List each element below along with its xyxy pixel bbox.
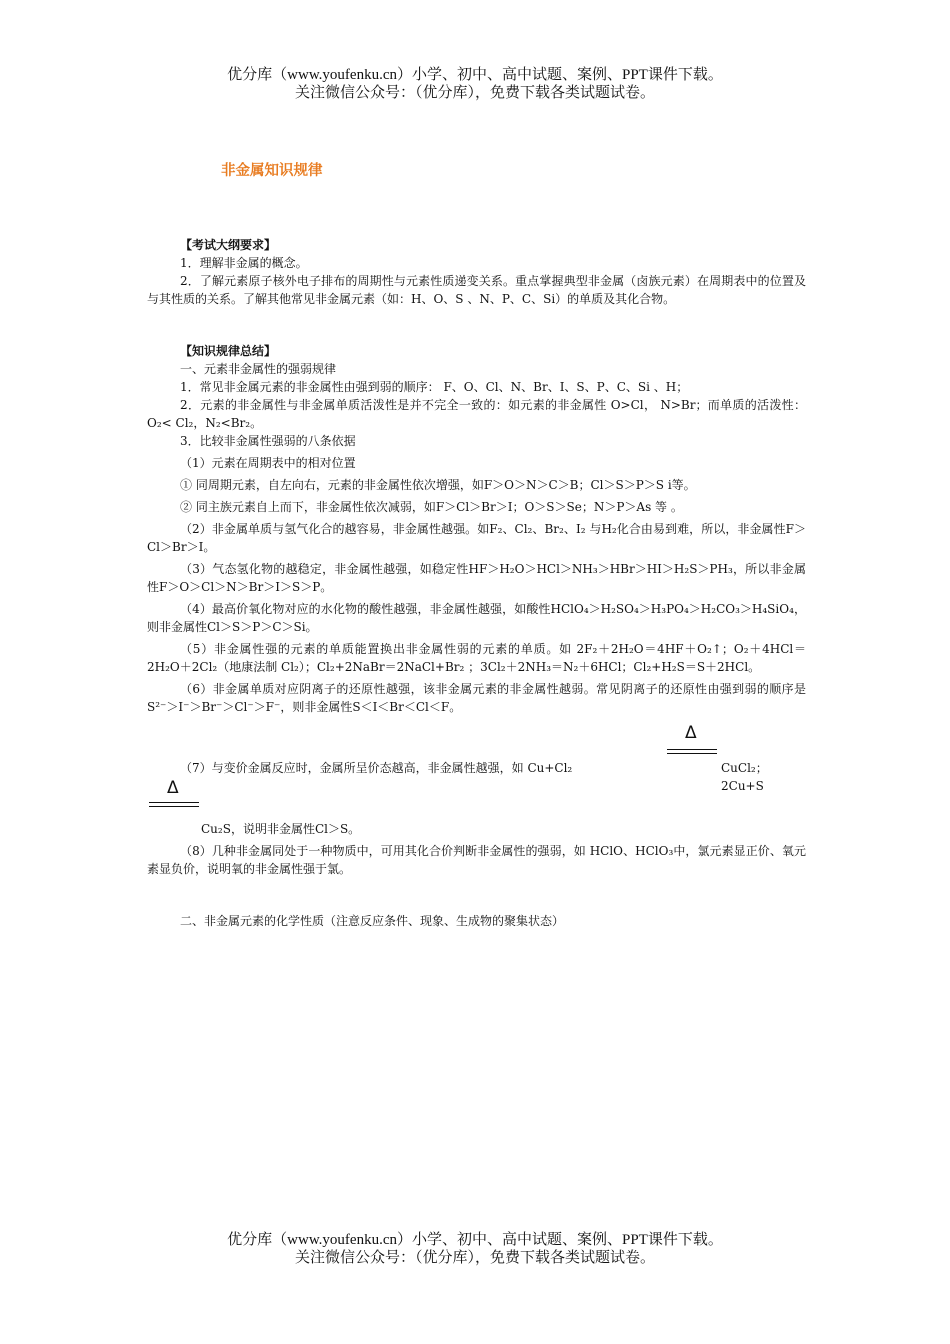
part-1-title: 一、元素非金属性的强弱规律 (180, 362, 337, 376)
criterion-8: （8）几种非金属同处于一种物质中，可用其化合价判断非金属性的强弱，如 HClO、HClO₃中，氯元素显正价、氧元素显负价，说明氧的非金属性强于氯。 (147, 844, 806, 876)
requirement-item-1: 1．理解非金属的概念。 (180, 256, 308, 270)
heat-condition-mark-2 (147, 780, 806, 814)
requirements-heading: 【考试大纲要求】 (180, 238, 277, 252)
heat-condition-mark-1 (147, 716, 806, 756)
rule-1: 1．常见非金属元素的非金属性由强到弱的顺序： F、O、Cl、N、Br、I、S、P、C、Si 、H； (180, 380, 689, 394)
summary-heading: 【知识规律总结】 (180, 344, 277, 358)
criterion-1b: ② 同主族元素自上而下，非金属性依次减弱，如F＞Cl＞Br＞I；O＞S＞Se；N＞P＞As 等 。 (180, 500, 683, 514)
criterion-6: （6）非金属单质对应阴离子的还原性越强，该非金属元素的非金属性越弱。常见阴离子的还原性由强到弱的顺序是S²⁻＞I⁻＞Br⁻＞Cl⁻＞F⁻，则非金属性S＜I＜Br＜Cl＜F。 (147, 682, 806, 714)
rule-2: 2．元素的非金属性与非金属单质活泼性是并不完全一致的：如元素的非金属性 O>Cl， N>Br；而单质的活泼性：O₂< Cl₂，N₂<Br₂。 (147, 398, 806, 430)
delta-symbol-2: Δ (167, 778, 179, 798)
equals-line-2 (149, 802, 199, 807)
criterion-7 (147, 756, 806, 793)
criterion-3: （3）气态氢化物的越稳定，非金属性越强，如稳定性HF＞H₂O＞HCl＞NH₃＞HBr＞HI＞H₂S＞PH₃，所以非金属性F＞O＞Cl＞N＞Br＞I＞S＞P。 (147, 562, 806, 594)
rule-3: 3．比较非金属性强弱的八条依据 (180, 434, 356, 448)
criterion-4: （4）最高价氧化物对应的水化物的酸性越强，非金属性越强，如酸性HClO₄＞H₂SO₄＞H₃PO₄＞H₂CO₃＞H₄SiO₄，则非金属性Cl＞S＞P＞C＞Si。 (147, 602, 806, 634)
document-body (147, 236, 806, 930)
criterion-7-right: CuCl₂；2Cu+S (721, 761, 768, 793)
footer-line-2: 关注微信公众号：（优分库），免费下载各类试题试卷。 (294, 1250, 655, 1266)
criterion-7-left: （7）与变价金属反应时，金属所呈价态越高，非金属性越强，如 Cu+Cl₂ (180, 761, 573, 775)
page-header (0, 66, 950, 102)
footer-line-1: 优分库（www.youfenku.cn）小学、初中、高中试题、案例、PPT课件下载。 (227, 1232, 723, 1248)
part-2-title: 二、非金属元素的化学性质（注意反应条件、现象、生成物的聚集状态） (180, 914, 565, 928)
requirement-item-2: 2．了解元素原子核外电子排布的周期性与元素性质递变关系。重点掌握典型非金属（卤族元素）在周期表中的位置及与其性质的关系。了解其他常见非金属元素（如：H、O、S 、N、P、C、Si）的单质及其化合物。 (147, 274, 806, 306)
page-footer (0, 1231, 950, 1267)
header-line-2: 关注微信公众号：（优分库），免费下载各类试题试卷。 (294, 85, 655, 101)
header-line-1: 优分库（www.youfenku.cn）小学、初中、高中试题、案例、PPT课件下载。 (227, 67, 723, 83)
delta-symbol-1: Δ (685, 723, 697, 743)
equals-line-1 (667, 749, 717, 754)
criterion-5: （5）非金属性强的元素的单质能置换出非金属性弱的元素的单质。如 2F₂＋2H₂O＝4HF＋O₂↑；O₂＋4HCl＝2H₂O＋2Cl₂（地康法制 Cl₂）；Cl₂+2NaBr＝2NaCl+Br₂ ；3Cl₂＋2NH₃＝N₂＋6HCl；Cl₂+H₂S＝S＋2HCl。 (147, 642, 806, 674)
document-title: 非金属知识规律 (221, 163, 323, 179)
criterion-7-tail: Cu₂S，说明非金属性Cl＞S。 (201, 822, 361, 836)
criterion-1: （1）元素在周期表中的相对位置 (180, 456, 356, 470)
criterion-2: （2）非金属单质与氢气化合的越容易，非金属性越强。如F₂、Cl₂、Br₂、I₂ 与H₂化合由易到难，所以，非金属性F＞Cl＞Br＞I。 (147, 522, 806, 554)
criterion-1a: ① 同周期元素，自左向右，元素的非金属性依次增强，如F＞O＞N＞C＞B；Cl＞S＞P＞S i等。 (180, 478, 696, 492)
